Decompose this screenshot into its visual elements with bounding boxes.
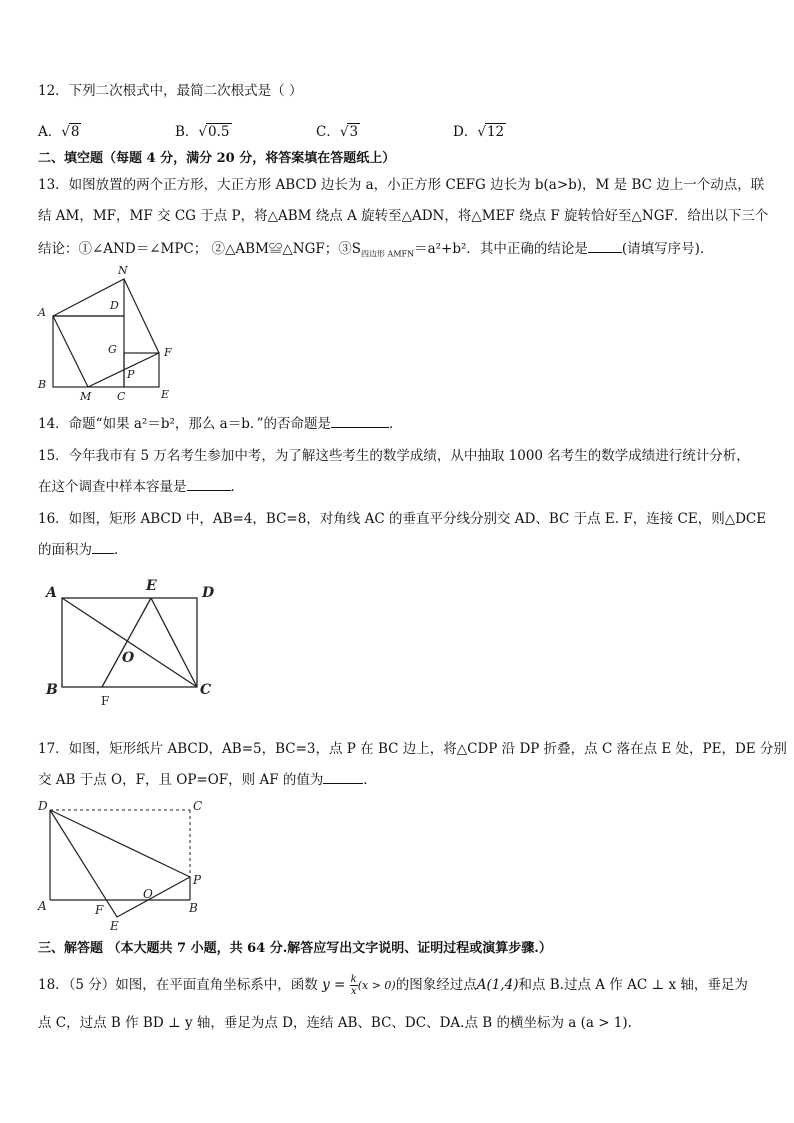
- q12-stem: 12．下列二次根式中，最简二次根式是（ ）: [38, 83, 303, 99]
- q12-option-d: D．√12: [453, 124, 505, 140]
- q16-label-o: O: [122, 650, 135, 666]
- q13-line3: 结论：①∠AND＝∠MPC； ②△ABM≌△NGF；$③S_{四边形 AMFN}=a^2+b^2$．其中正确的结论是 (请填写序号)．: [38, 241, 714, 259]
- q12-option-c: C．√3: [316, 124, 359, 140]
- q16-label-c: C: [200, 682, 212, 698]
- q13-label-d: D: [110, 299, 119, 312]
- section-3-heading: 三、解答题 （本大题共 7 小题，共 64 分.解答应写出文字说明、证明过程或演算步骤.）: [38, 941, 552, 956]
- q16-label-e: E: [146, 578, 157, 594]
- q12-option-a: A．√8: [38, 124, 80, 140]
- q18-fraction: $\frac{k}{x}$: [350, 974, 357, 997]
- q16-label-a: A: [46, 585, 57, 601]
- q16-label-f: F: [101, 694, 110, 708]
- q17-label-c: C: [193, 799, 203, 813]
- q16-label-d: D: [202, 585, 215, 601]
- q15-line1: 15．今年我市有 5 万名考生参加中考，为了解这些考生的数学成绩，从中抽取 1000 名考生的数学成绩进行统计分析，: [38, 448, 750, 464]
- q13-label-p: P: [127, 368, 135, 381]
- q13-label-e: E: [161, 388, 170, 401]
- q13-label-g: G: [108, 343, 117, 356]
- q12-option-b: B．√0.5: [175, 124, 230, 140]
- q16-label-b: B: [46, 682, 58, 698]
- section-2-heading: 二、填空题（每题 4 分，满分 20 分，将答案填在答题纸上）: [38, 151, 396, 166]
- q17-label-b: B: [189, 901, 198, 915]
- q18-line1: 18．（5 分）如图，在平面直角坐标系中，函数 y = $\frac{k}{x}$ (x > 0)的图象经过点A(1,4)和点 B.过点 A 作 AC ⊥ x 轴，垂足为: [38, 974, 748, 997]
- q13-label-n: N: [118, 264, 128, 277]
- q17-line2: 交 AB 于点 O，F，且 OP=OF，则 AF 的值为 ．: [38, 772, 377, 788]
- q17-label-p: P: [193, 873, 202, 887]
- q17-label-o: O: [143, 887, 153, 901]
- q16-line2: 的面积为 ．: [38, 542, 128, 558]
- q16-line1: 16．如图，矩形 ABCD 中，AB=4，BC=8，对角线 AC 的垂直平分线分别交 AD、BC 于点 E. F，连接 CE，则△DCE: [38, 511, 767, 527]
- q17-label-a: A: [38, 899, 47, 913]
- q13-label-m: M: [80, 390, 92, 403]
- q15-line2: 在这个调查中样本容量是 ．: [38, 479, 244, 495]
- q17-label-e: E: [110, 919, 119, 933]
- q13-label-b: B: [38, 378, 47, 391]
- q17-label-d: D: [38, 799, 48, 813]
- q13-label-c: C: [117, 390, 126, 403]
- q17-label-f: F: [95, 903, 104, 917]
- q13-line2: 结 AM，MF，MF 交 CG 于点 P，将△ABM 绕点 A 旋转至△ADN，将△MEF 绕点 F 旋转恰好至△NGF．给出以下三个: [38, 208, 769, 224]
- q18-line2: 点 C，过点 B 作 BD ⊥ y 轴，垂足为点 D，连结 AB、BC、DC、DA.点 B 的横坐标为 a (a > 1).: [38, 1015, 632, 1031]
- q13-line1: 13．如图放置的两个正方形，大正方形 ABCD 边长为 a，小正方形 CEFG 边长为 b(a>b)，M 是 BC 边上一个动点，联: [38, 177, 765, 193]
- q13-label-f: F: [164, 346, 172, 359]
- q17-line1: 17．如图，矩形纸片 ABCD，AB=5，BC=3，点 P 在 BC 边上，将△CDP 沿 DP 折叠，点 C 落在点 E 处，PE，DE 分别: [38, 741, 787, 757]
- q14-text: 14．命题“如果 a²＝b²，那么 a＝b．”的否命题是 ．: [38, 416, 403, 432]
- q13-label-a: A: [38, 306, 46, 319]
